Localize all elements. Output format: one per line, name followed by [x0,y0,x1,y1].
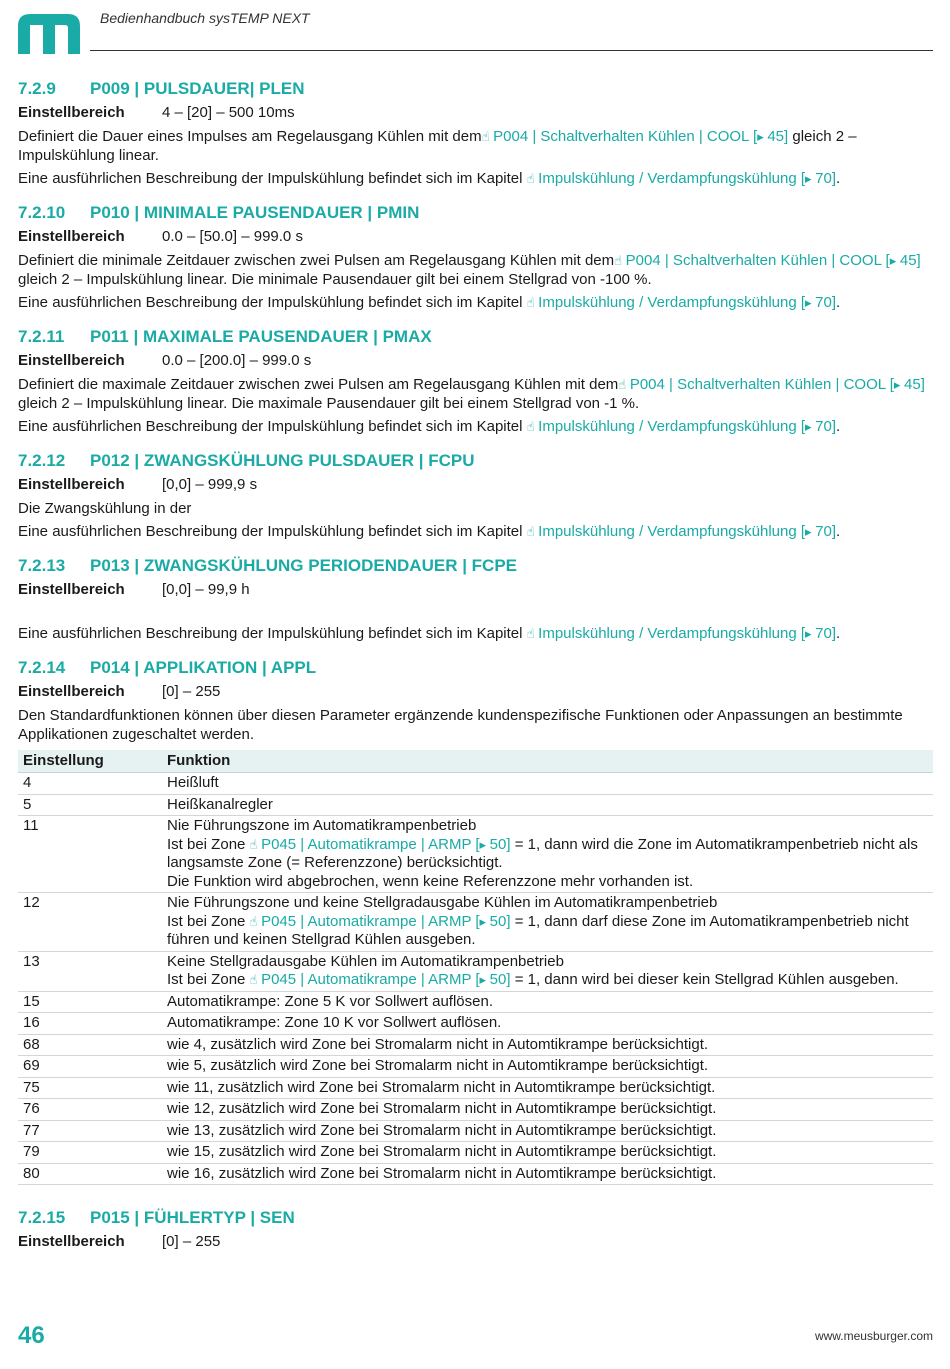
page-ref: 70] [815,418,837,435]
section-title: P015 | FÜHLERTYP | SEN [90,1208,295,1227]
triangle-right-icon: ▸ [805,295,816,310]
range-label: Einstellbereich [18,228,125,245]
page-ref: 50] [489,971,511,988]
setting-range [18,351,933,371]
triangle-right-icon: ▸ [805,171,816,186]
text: Eine ausführlichen Beschreibung der Impulskühlung befindet sich im Kapitel [18,625,527,642]
function-cell [162,893,933,952]
paragraph [18,375,933,413]
range-label: Einstellbereich [18,683,125,700]
text: Definiert die maximale Zeitdauer zwischen zwei Pulsen am Regelausgang Kühlen mit dem [18,376,619,393]
function-line [167,1165,928,1184]
parameter-section [18,1207,933,1252]
function-line [167,796,928,815]
text: Die Funktion wird abgebrochen, wenn keine Referenzzone mehr vorhanden ist. [167,872,694,890]
triangle-right-icon: ▸ [479,972,490,987]
paragraph [18,127,933,165]
text: Automatikrampe: Zone 10 K vor Sollwert auflösen. [167,1014,502,1031]
function-cell [162,1099,933,1121]
page-ref: 45] [767,128,789,145]
setting-cell: 75 [18,1077,162,1099]
table-row [18,1056,933,1078]
cross-reference-link[interactable] [250,836,511,853]
text: Ist bei Zone [167,971,250,988]
function-line [167,836,928,873]
page-ref: 70] [815,170,837,187]
text: Die Zwangskühlung in der [18,500,192,517]
text: = 1, dann wird die Zone im Automatikrampenbetrieb nicht als langsamste Zone (= Referenzzone) berücksichtigt. [167,835,918,871]
text: wie 13, zusätzlich wird Zone bei Stromalarm nicht in Automtikrampe berücksichtigt. [167,1121,717,1139]
cross-reference-link[interactable] [527,523,836,540]
setting-range [18,475,933,495]
table-row [18,773,933,795]
triangle-right-icon: ▸ [889,253,900,268]
range-value: 0.0 – [50.0] – 999.0 s [162,228,303,245]
text: Nie Führungszone im Automatikrampenbetrieb [167,817,477,834]
setting-cell: 79 [18,1142,162,1164]
paragraph [18,417,933,436]
header-divider [90,50,933,51]
text: . [836,294,841,311]
table-row [18,991,933,1013]
function-cell [162,1056,933,1078]
parameter-section [18,450,933,541]
function-line [167,1079,928,1098]
text: Automatikrampe: Zone 5 K vor Sollwert auflösen. [167,992,493,1010]
page-header [18,10,933,54]
setting-cell: 16 [18,1013,162,1035]
cross-reference-link[interactable] [527,294,836,311]
paragraph [18,499,933,518]
range-label: Einstellbereich [18,104,125,121]
function-cell [162,816,933,893]
text: . [836,170,841,187]
link-text: P045 | Automatikrampe | ARMP [ [261,835,480,853]
section-title: P013 | ZWANGSKÜHLUNG PERIODENDAUER | FCPE [90,556,518,575]
text: Den Standardfunktionen können über diesen Parameter ergänzende kundenspezifische Funktionen oder Anpassungen an bestimmte Applikationen zugeschaltet werden. [18,707,903,743]
text: Ist bei Zone [167,912,250,930]
pointer-hand-icon: ☝︎ [614,253,626,268]
range-label: Einstellbereich [18,476,125,493]
parameter-section [18,555,933,643]
setting-cell: 13 [18,951,162,991]
setting-range [18,580,933,600]
function-cell [162,951,933,991]
paragraph [18,706,933,744]
section-title: P009 | PULSDAUER| PLEN [90,79,305,98]
section-number: 7.2.9 [18,79,56,98]
function-cell [162,1034,933,1056]
function-cell [162,773,933,795]
text: = 1, dann wird bei dieser kein Stellgrad Kühlen ausgeben. [510,971,899,988]
text: Eine ausführlichen Beschreibung der Impulskühlung befindet sich im Kapitel [18,170,527,187]
page-ref: 45] [899,252,921,269]
text: Eine ausführlichen Beschreibung der Impulskühlung befindet sich im Kapitel [18,523,527,540]
text: gleich 2 – Impulskühlung linear. Die minimale Pausendauer gilt bei einem Stellgrad von -100 %. [18,271,652,288]
text: Eine ausführlichen Beschreibung der Impulskühlung befindet sich im Kapitel [18,294,527,311]
section-number: 7.2.15 [18,1208,66,1227]
function-line [167,993,928,1012]
table-row [18,1034,933,1056]
function-line [167,1143,928,1162]
function-line [167,1014,928,1033]
setting-cell: 80 [18,1163,162,1185]
pointer-hand-icon: ☝︎ [249,913,262,929]
section-title: P012 | ZWANGSKÜHLUNG PULSDAUER | FCPU [90,451,475,470]
text: wie 15, zusätzlich wird Zone bei Stromalarm nicht in Automtikrampe berücksichtigt. [167,1143,717,1160]
footer-website: www.meusburger.com [814,1329,933,1343]
range-value: 4 – [20] – 500 10ms [162,104,295,121]
parameter-section [18,326,933,436]
column-header: Einstellung [18,750,162,773]
setting-cell: 11 [18,816,162,893]
link-text: P045 | Automatikrampe | ARMP [ [261,971,480,988]
link-text: P004 | Schaltverhalten Kühlen | COOL [ [625,252,890,269]
section-number: 7.2.13 [18,556,66,575]
function-cell [162,1142,933,1164]
section-heading [18,202,933,224]
pointer-hand-icon: ☝︎ [481,129,494,144]
text: Heißluft [167,774,219,791]
table-row [18,1013,933,1035]
text: Nie Führungszone und keine Stellgradausgabe Kühlen im Automatikrampenbetrieb [167,894,718,911]
text: . [836,625,841,642]
range-value: [0,0] – 999,9 s [162,476,258,493]
cross-reference-link[interactable] [527,418,836,435]
text: Ist bei Zone [167,835,250,853]
function-line [167,971,928,990]
table-row [18,951,933,991]
range-value: [0] – 255 [162,683,221,700]
link-text: Impulskühlung / Verdampfungskühlung [ [538,294,806,311]
triangle-right-icon: ▸ [805,419,816,434]
text: wie 5, zusätzlich wird Zone bei Stromalarm nicht in Automtikrampe berücksichtigt. [167,1057,709,1074]
section-heading [18,450,933,472]
header-title: Bedienhandbuch sysTEMP NEXT [100,10,310,26]
function-line [167,873,928,892]
section-heading [18,657,933,679]
table-header-row [18,750,933,773]
range-value: [0] – 255 [162,1233,221,1250]
pointer-hand-icon: ☝︎ [526,524,539,539]
function-cell [162,794,933,816]
text: Eine ausführlichen Beschreibung der Impulskühlung befindet sich im Kapitel [18,418,527,435]
setting-range [18,682,933,702]
text: gleich 2 – Impulskühlung linear. [18,128,857,164]
link-text: Impulskühlung / Verdampfungskühlung [ [538,418,806,435]
setting-cell: 5 [18,794,162,816]
function-line [167,953,928,972]
setting-cell: 77 [18,1120,162,1142]
triangle-right-icon: ▸ [805,626,816,641]
cross-reference-link[interactable] [618,376,925,393]
meusburger-logo-icon [18,14,80,54]
setting-cell: 4 [18,773,162,795]
section-number: 7.2.12 [18,451,66,470]
pointer-hand-icon: ☝︎ [618,377,630,392]
text: wie 11, zusätzlich wird Zone bei Stromalarm nicht in Automtikrampe berücksichtigt. [167,1078,716,1096]
triangle-right-icon: ▸ [893,377,905,392]
pointer-hand-icon: ☝︎ [526,171,539,186]
table-row [18,1120,933,1142]
pointer-hand-icon: ☝︎ [526,626,539,641]
text: . [836,418,841,435]
page-number: 46 [18,1322,45,1349]
cross-reference-link[interactable] [250,913,511,930]
cross-reference-link[interactable] [482,128,789,145]
text: wie 4, zusätzlich wird Zone bei Stromalarm nicht in Automtikrampe berücksichtigt. [167,1035,709,1053]
parameter-section [18,202,933,312]
range-label: Einstellbereich [18,352,125,369]
text: gleich 2 – Impulskühlung linear. Die maximale Pausendauer gilt bei einem Stellgrad von -1 %. [18,395,640,412]
text: wie 16, zusätzlich wird Zone bei Stromalarm nicht in Automtikrampe berücksichtigt. [167,1164,717,1182]
link-text: P045 | Automatikrampe | ARMP [ [261,912,480,930]
range-value: 0.0 – [200.0] – 999.0 s [162,352,312,369]
setting-range [18,1232,933,1252]
function-cell [162,1077,933,1099]
function-cell [162,991,933,1013]
paragraph [18,251,933,289]
text: wie 12, zusätzlich wird Zone bei Stromalarm nicht in Automtikrampe berücksichtigt. [167,1100,717,1117]
table-row [18,1099,933,1121]
cross-reference-link[interactable] [527,170,836,187]
table-row [18,816,933,893]
text: Heißkanalregler [167,795,273,813]
function-line [167,1057,928,1076]
paragraph [18,293,933,312]
setting-range [18,227,933,247]
range-value: [0,0] – 99,9 h [162,581,250,598]
paragraph [18,522,933,541]
page-ref: 70] [815,523,837,540]
pointer-hand-icon: ☝︎ [526,295,539,310]
function-line [167,913,928,950]
section-number: 7.2.10 [18,203,66,222]
table-row [18,794,933,816]
link-text: P004 | Schaltverhalten Kühlen | COOL [ [493,128,758,145]
pointer-hand-icon: ☝︎ [249,972,262,987]
paragraph [18,169,933,188]
setting-range [18,103,933,123]
table-row [18,1077,933,1099]
setting-cell: 15 [18,991,162,1013]
function-line [167,774,928,793]
link-text: P004 | Schaltverhalten Kühlen | COOL [ [629,376,894,393]
section-heading [18,555,933,577]
page-ref: 70] [815,294,837,311]
range-label: Einstellbereich [18,581,125,598]
setting-cell: 68 [18,1034,162,1056]
function-line [167,894,928,913]
text: = 1, dann darf diese Zone im Automatikrampenbetrieb nicht führen und keinen Stellgrad Kühlen ausgeben. [167,912,909,948]
text: Definiert die minimale Zeitdauer zwischen zwei Pulsen am Regelausgang Kühlen mit dem [18,252,615,269]
triangle-right-icon: ▸ [805,524,816,539]
function-cell [162,1120,933,1142]
setting-cell: 12 [18,893,162,952]
function-line [167,1122,928,1141]
page-ref: 50] [489,912,511,930]
pointer-hand-icon: ☝︎ [249,836,262,852]
triangle-right-icon: ▸ [757,129,768,144]
parameter-section [18,657,933,1185]
pointer-hand-icon: ☝︎ [526,419,539,434]
link-text: Impulskühlung / Verdampfungskühlung [ [538,625,806,642]
link-text: Impulskühlung / Verdampfungskühlung [ [538,523,806,540]
spacer [18,604,933,624]
section-title: P010 | MINIMALE PAUSENDAUER | PMIN [90,203,420,222]
table-row [18,893,933,952]
cross-reference-link[interactable] [614,252,921,269]
function-cell [162,1163,933,1185]
page-ref: 45] [904,376,925,393]
function-line [167,817,928,836]
section-title: P014 | APPLIKATION | APPL [90,658,317,677]
section-heading [18,1207,933,1229]
section-heading [18,326,933,348]
table-row [18,1163,933,1185]
section-number: 7.2.11 [18,327,65,346]
triangle-right-icon: ▸ [479,836,490,852]
setting-cell: 69 [18,1056,162,1078]
setting-cell: 76 [18,1099,162,1121]
function-line [167,1036,928,1055]
text: . [836,523,841,540]
triangle-right-icon: ▸ [479,913,490,929]
section-heading [18,78,933,100]
text: Keine Stellgradausgabe Kühlen im Automatikrampenbetrieb [167,952,564,970]
page-ref: 70] [815,625,837,642]
section-title: P011 | MAXIMALE PAUSENDAUER | PMAX [90,327,432,346]
section-number: 7.2.14 [18,658,66,677]
parameter-section [18,78,933,188]
paragraph [18,624,933,643]
application-table [18,750,933,1185]
column-header: Funktion [162,750,933,773]
function-cell [162,1013,933,1035]
link-text: Impulskühlung / Verdampfungskühlung [ [538,170,806,187]
function-line [167,1100,928,1119]
text: Definiert die Dauer eines Impulses am Regelausgang Kühlen mit dem [18,128,482,145]
cross-reference-link[interactable] [527,625,836,642]
cross-reference-link[interactable] [250,971,511,988]
range-label: Einstellbereich [18,1233,125,1250]
page-ref: 50] [489,835,511,853]
manual-content [18,78,933,1266]
table-row [18,1142,933,1164]
